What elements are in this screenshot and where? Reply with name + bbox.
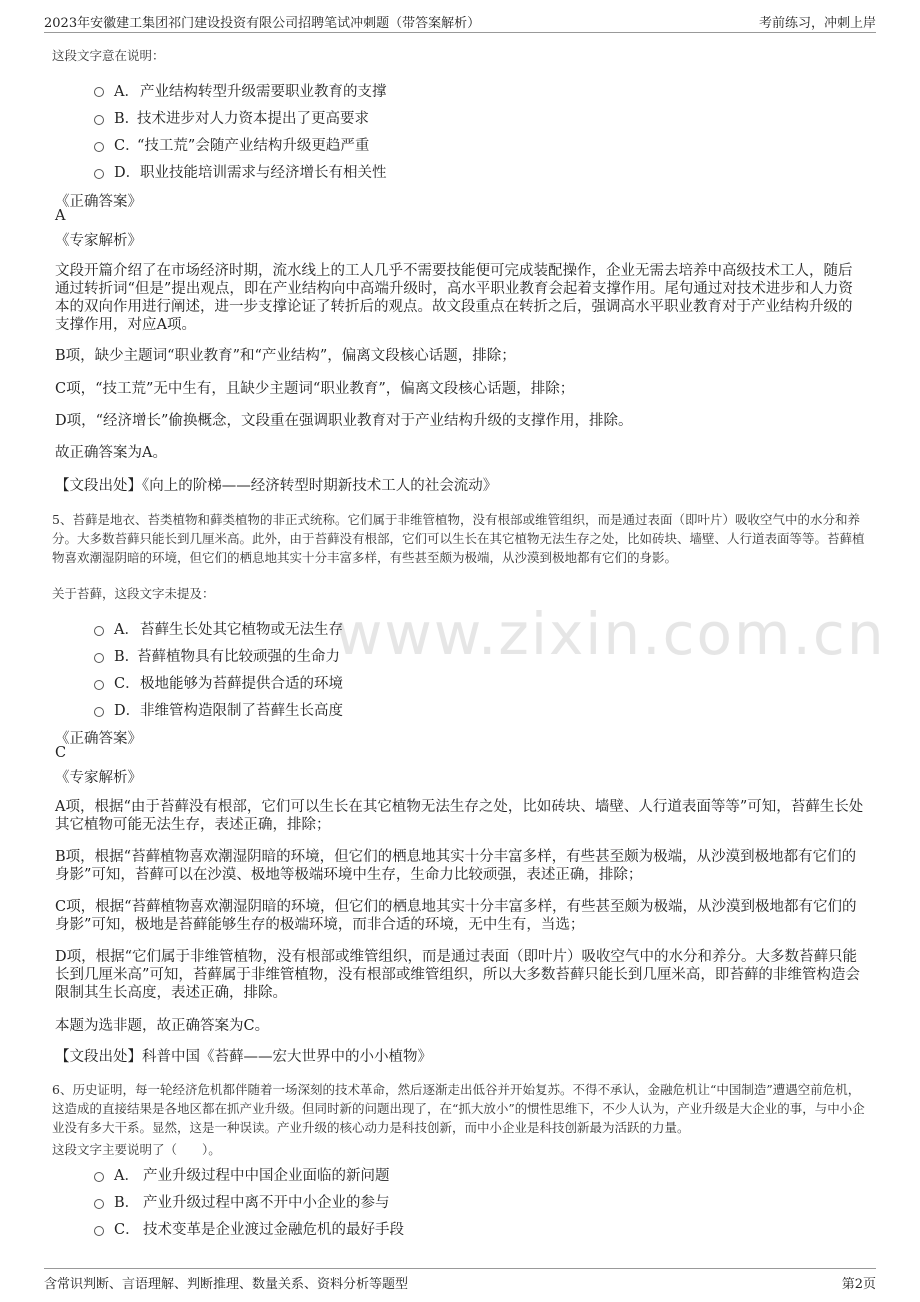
option-text: “技工荒”会随产业结构升级更趋严重 [137,138,370,154]
watermark: www.zixin.com.cn [335,600,886,668]
option-key: B． [114,1195,140,1211]
source-citation: 【文段出处】科普中国《苔藓——宏大世界中的小小植物》 [55,1049,432,1065]
radio-button[interactable] [94,680,104,690]
footer-categories: 含常识判断、言语理解、判断推理、数量关系、资料分析等题型 [44,1277,409,1292]
option-key: A． [114,84,139,100]
option-key: C． [114,676,140,692]
analysis-paragraph: C项，“技工荒”无中生有，且缺少主题词“职业教育”，偏离文段核心话题，排除； [55,381,575,397]
header-slogan: 考前练习，冲刺上岸 [758,16,876,31]
page-footer [44,1268,876,1299]
question-stem: 6、历史证明，每一轮经济危机都伴随着一场深刻的技术革命，然后逐渐走出低谷并开始复苏。不得不承认，金融危机让“中国制造”遭遇空前危机，这造成的直接结果是各地区都在抓产业升级。但同时新的问题出现了，在“抓大放小”的惯性思维下，不少人认为，产业升级是大企业的事，与中小企业没有多大干系。显然，这是一种误读。产业升级的核心动力是科技创新，而中小企业是科技创新最为活跃的力量。 [52,1082,865,1135]
analysis-paragraph: D项，根据“它们属于非维管植物，没有根部或维管组织，而是通过表面（即叶片）吸收空气中的水分和养分。大多数苔藓只能长到几厘米高”可知，苔藓属于非维管植物，没有根部或维管组织，所以大多数苔藓只能长到几厘米高，即苔藓的非维管构造会限制其生长高度，表述正确，排除。 [55,949,860,1001]
radio-button[interactable] [94,1226,104,1236]
correct-answer: C [55,745,67,761]
option-key: C． [114,1222,140,1238]
option-key: B． [114,111,140,127]
option-text: 职业技能培训需求与经济增长有相关性 [140,165,387,181]
option-text: 产业结构转型升级需要职业教育的支撑 [140,84,387,100]
option-text: 产业升级过程中中国企业面临的新问题 [143,1168,390,1184]
analysis-paragraph: 文段开篇介绍了在市场经济时期，流水线上的工人几乎不需要技能便可完成装配操作，企业无需去培养中高级技术工人，随后通过转折词“但是”提出观点，即在产业结构向中高端升级时，高水平职业教育会起着支撑作用。尾句通过对技术进步和人力资本的双向作用进行阐述，进一步支撑论证了转折后的观点。故文段重点在转折之后，强调高水平职业教育对于产业结构升级的支撑作用，对应A项。 [55,263,853,333]
option-text: 产业升级过程中离不开中小企业的参与 [143,1195,390,1211]
radio-button[interactable] [94,115,104,125]
option-text: 苔藓植物具有比较顽强的生命力 [137,649,340,665]
radio-button[interactable] [94,169,104,179]
option-key: A． [114,1168,139,1184]
answer-label: 《正确答案》 [55,194,142,210]
option-key: D． [114,703,141,719]
radio-button[interactable] [94,142,104,152]
analysis-paragraph: 本题为选非题，故正确答案为C。 [55,1018,270,1034]
document-title: 2023年安徽建工集团祁门建设投资有限公司招聘笔试冲刺题（带答案解析） [44,16,481,31]
option-text: 技术进步对人力资本提出了更高要求 [137,111,369,127]
option-text: 苔藓生长处其它植物或无法生存 [140,622,343,638]
question-stem: 5、苔藓是地衣、苔类植物和藓类植物的非正式统称。它们属于非维管植物，没有根部或维管组织，而是通过表面（即叶片）吸收空气中的水分和养分。大多数苔藓只能长到几厘米高。此外，由于苔藓没有根部，它们可以生长在其它植物无法生存之处，比如砖块、墙壁、人行道表面等等。苔藓植物喜欢潮湿阴暗的环境，但它们的栖息地其实十分丰富多样，有些甚至颇为极端，从沙漠到极地都有它们的身影。 [52,512,865,565]
analysis-paragraph: B项，根据“苔藓植物喜欢潮湿阴暗的环境，但它们的栖息地其实十分丰富多样，有些甚至颇为极端，从沙漠到极地都有它们的身影”可知，苔藓可以在沙漠、极地等极端环境中生存，生命力比较顽强，表述正确，排除； [55,849,857,883]
option-text: 极地能够为苔藓提供合适的环境 [140,676,343,692]
page-header [44,0,876,33]
option-text: 非维管构造限制了苔藓生长高度 [140,703,343,719]
analysis-paragraph: D项，“经济增长”偷换概念，文段重在强调职业教育对于产业结构升级的支撑作用，排除。 [55,413,633,429]
analysis-label: 《专家解析》 [55,233,142,249]
analysis-paragraph: C项，根据“苔藓植物喜欢潮湿阴暗的环境，但它们的栖息地其实十分丰富多样，有些甚至颇为极端，从沙漠到极地都有它们的身影”可知，极地是苔藓能够生存的极端环境，而非合适的环境，无中生有，当选； [55,899,857,933]
page-number: 第2页 [841,1277,876,1292]
q6-prompt: 这段文字主要说明了（ ）。 [52,1142,221,1157]
radio-button[interactable] [94,653,104,663]
source-citation: 【文段出处】《向上的阶梯——经济转型时期新技术工人的社会流动》 [55,478,498,494]
correct-answer: A [55,208,66,224]
answer-label: 《正确答案》 [55,731,142,747]
analysis-paragraph: B项，缺少主题词“职业教育”和“产业结构”，偏离文段核心话题，排除； [55,348,516,364]
analysis-paragraph: A项，根据“由于苔藓没有根部，它们可以生长在其它植物无法生存之处，比如砖块、墙壁、人行道表面等等”可知，苔藓生长处其它植物可能无法生存，表述正确，排除； [55,799,864,833]
option-key: C． [114,138,140,154]
option-key: D． [114,165,141,181]
radio-button[interactable] [94,707,104,717]
option-key: A． [114,622,139,638]
option-key: B． [114,649,140,665]
option-text: 技术变革是企业渡过金融危机的最好手段 [143,1222,404,1238]
radio-button[interactable] [94,87,104,97]
analysis-label: 《专家解析》 [55,770,142,786]
analysis-paragraph: 故正确答案为A。 [55,445,167,461]
radio-button[interactable] [94,1199,104,1209]
q5-prompt: 关于苔藓，这段文字未提及： [52,586,215,601]
radio-button[interactable] [94,626,104,636]
radio-button[interactable] [94,1172,104,1182]
q4-prompt: 这段文字意在说明： [52,48,165,63]
